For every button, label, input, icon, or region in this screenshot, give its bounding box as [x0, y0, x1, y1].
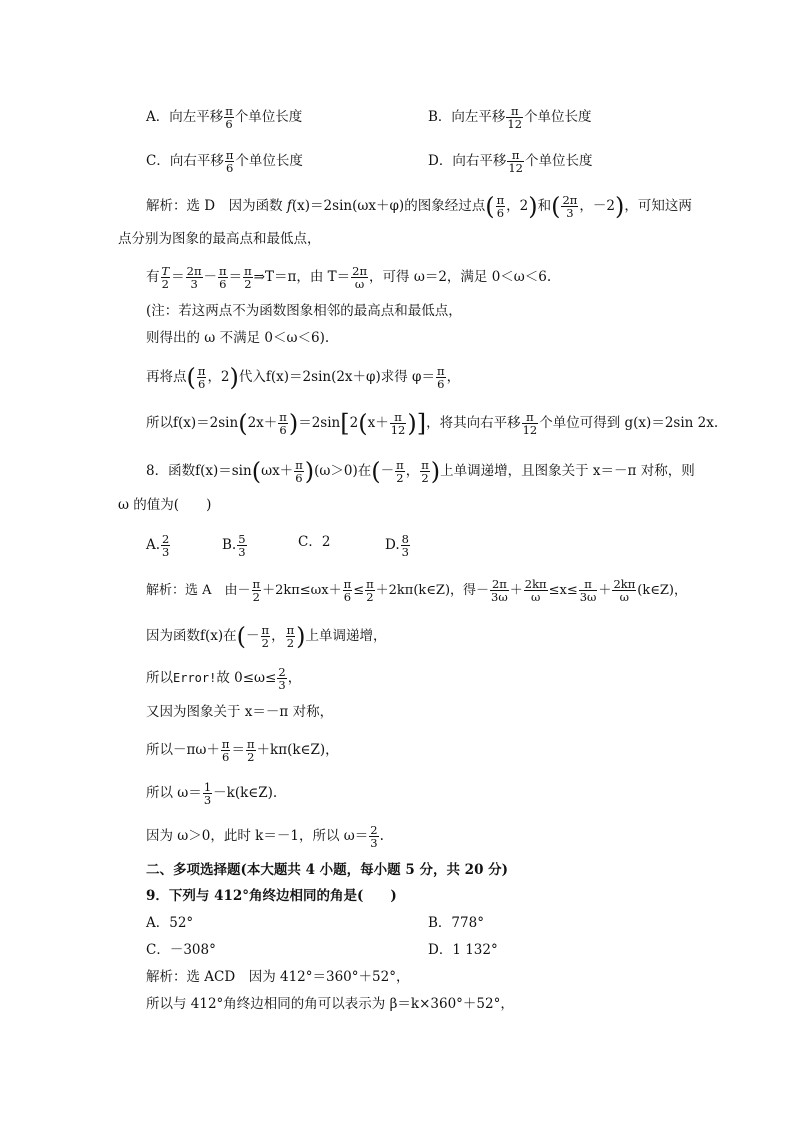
text: 所以f(x)＝2sin	[146, 415, 239, 431]
denominator: 2	[396, 471, 404, 485]
fraction	[612, 578, 636, 603]
sol8-line-5	[146, 738, 339, 763]
denominator: 6	[225, 117, 233, 131]
text: ≤	[353, 583, 365, 598]
text: 有	[146, 269, 160, 285]
numerator: π	[295, 458, 303, 472]
fraction	[507, 149, 524, 174]
fraction	[579, 578, 598, 603]
text: 故 0≤ω≤	[216, 670, 277, 686]
text: 上单调递增，	[305, 628, 387, 644]
q8-line-2: ω 的值为( )	[118, 497, 212, 513]
q9-option-a: A．52°	[146, 915, 194, 931]
text: －	[380, 463, 395, 479]
denominator: 2	[244, 277, 252, 291]
fraction	[436, 365, 446, 390]
text: ，	[446, 369, 461, 385]
fraction	[490, 578, 509, 603]
text: ＝2sin	[298, 415, 341, 431]
text: 所以 ω＝	[146, 785, 202, 801]
paren: )	[304, 457, 315, 486]
text: 2x＋	[247, 415, 278, 431]
text: ，可知这两	[624, 198, 692, 214]
q8-option-c: C．2	[298, 534, 331, 550]
paren: )	[430, 457, 441, 486]
text: ，2	[506, 198, 529, 214]
fraction	[197, 365, 207, 390]
sol9-line-2: 所以与 412°角终边相同的角可以表示为 β＝k×360°＋52°，	[146, 996, 514, 1012]
denominator: 3	[566, 206, 574, 220]
numerator: 2	[278, 665, 286, 679]
fraction	[395, 459, 405, 484]
sol8-line-4: 又因为图象关于 x＝－π 对称，	[146, 704, 334, 720]
text: ＋	[509, 583, 523, 598]
denominator: 2	[286, 636, 295, 650]
fraction	[161, 533, 170, 558]
paren: )	[288, 409, 299, 438]
option-text: 个单位长度	[235, 153, 303, 169]
q8-option-d	[385, 533, 411, 558]
paren: (	[551, 192, 561, 221]
text: 所以－πω＋	[146, 742, 220, 758]
text: (ω＞0)在	[314, 463, 372, 479]
numerator: π	[421, 458, 429, 472]
denominator: 12	[522, 423, 538, 437]
paren: (	[358, 409, 368, 438]
text: ，	[287, 670, 302, 686]
sol7-line-6	[146, 365, 460, 390]
text: D.	[385, 537, 400, 553]
denominator: 2	[366, 590, 374, 604]
text: ωx＋	[261, 463, 294, 479]
text: 2	[349, 415, 359, 431]
text: ，	[405, 463, 420, 479]
fraction	[365, 578, 375, 603]
denominator: 6	[219, 277, 227, 291]
denominator: ω	[354, 277, 365, 291]
text: ，可得 ω＝2，满足 0＜ω＜6.	[369, 269, 552, 285]
fraction	[277, 666, 286, 691]
denominator: 6	[225, 161, 234, 175]
numerator: π	[246, 737, 255, 751]
numerator: π	[579, 578, 598, 591]
paren: (	[251, 457, 262, 486]
numerator: 2π	[186, 264, 202, 278]
text: －	[203, 269, 218, 285]
paren: )	[229, 363, 239, 392]
section-heading: 二、多项选择题(本大题共 4 小题，每小题 5 分，共 20 分)	[146, 862, 509, 878]
text: 解析：选 D 因为函数	[146, 198, 287, 214]
text: 再将点	[146, 369, 187, 385]
paren: )	[614, 192, 625, 221]
denominator: ω	[619, 590, 630, 604]
fraction	[224, 105, 234, 130]
denominator: 6	[437, 377, 445, 391]
fraction	[246, 738, 256, 763]
fraction	[343, 578, 353, 603]
numerator: π	[343, 577, 352, 591]
text: x＋	[367, 415, 389, 431]
denominator: ω	[530, 590, 541, 604]
text: 上单调递增，且图象关于 x＝－π 对称，则	[440, 463, 695, 479]
numerator: 2kπ	[524, 577, 547, 591]
sol7-line-1	[146, 194, 692, 219]
sol8-line-3	[146, 666, 301, 691]
option-text: 个单位长度	[524, 109, 592, 125]
text: ＝	[171, 269, 185, 285]
fraction	[286, 624, 296, 649]
paren: )	[407, 409, 417, 438]
text: ＝	[228, 269, 243, 285]
numerator: π	[522, 411, 539, 424]
numerator: π	[396, 458, 404, 472]
fraction	[522, 411, 539, 436]
text: (x)＝2sin(ωx＋φ)的图象经过点	[291, 198, 486, 214]
denominator: 6	[295, 471, 303, 485]
text: ⇒T＝π，由 T＝	[253, 269, 351, 285]
q8-option-a	[146, 533, 171, 558]
option-text: 个单位长度	[234, 109, 303, 125]
sol7-line-7	[146, 411, 718, 436]
text: 8．函数f(x)＝sin	[146, 463, 252, 479]
text: ＋2kπ≤ωx＋	[262, 583, 342, 598]
bracket: [	[340, 409, 350, 438]
paren: )	[296, 622, 306, 651]
denominator: 6	[197, 377, 206, 391]
paren: (	[238, 409, 248, 438]
numerator: 2	[370, 823, 378, 837]
sol7-line-3	[146, 265, 551, 290]
text: －	[246, 628, 260, 644]
paren: (	[186, 363, 196, 392]
text: ＋kπ(k∈Z)，	[256, 742, 339, 758]
error-text: Error!	[173, 671, 217, 685]
fraction	[261, 624, 271, 649]
numerator: π	[225, 148, 234, 162]
text: .	[379, 828, 384, 844]
numerator: π	[197, 364, 206, 378]
denominator: 3	[162, 545, 170, 559]
fraction	[186, 265, 203, 290]
fraction	[420, 459, 430, 484]
fraction	[506, 105, 523, 130]
fraction	[243, 265, 253, 290]
q8-option-b	[222, 533, 248, 558]
paren: (	[485, 192, 495, 221]
text: 解析：选 A 由－	[146, 583, 251, 598]
fraction	[218, 265, 228, 290]
numerator: π	[219, 264, 227, 278]
numerator: π	[221, 737, 230, 751]
q7-option-a	[146, 105, 302, 130]
option-text: D．向右平移	[428, 153, 507, 169]
q9-option-b: B．778°	[428, 915, 484, 931]
fraction	[496, 194, 506, 219]
text: ，将其向右平移	[426, 415, 521, 431]
text: ＝	[231, 742, 245, 758]
paren: )	[528, 192, 538, 221]
text: 因为函数f(x)在	[146, 628, 237, 644]
text: 代入f(x)＝2sin(2x＋φ)求得 φ＝	[238, 369, 436, 385]
fraction	[161, 265, 171, 290]
numerator: π	[261, 623, 270, 637]
numerator: π	[286, 623, 295, 637]
fraction	[351, 265, 368, 290]
numerator: 2kπ	[613, 577, 636, 591]
fraction	[390, 411, 407, 436]
denominator: 3	[401, 545, 409, 559]
option-text: C．向右平移	[146, 153, 224, 169]
fraction	[401, 533, 410, 558]
sol7-line-5: 则得出的 ω 不满足 0＜ω＜6).	[146, 330, 330, 346]
sol8-line-2	[146, 624, 387, 649]
numerator: T	[161, 264, 170, 278]
denominator: 12	[390, 423, 406, 437]
denominator: 6	[279, 423, 287, 437]
numerator: 2	[162, 532, 170, 546]
numerator: 2π	[562, 193, 578, 207]
fraction	[225, 149, 235, 174]
denominator: 12	[507, 117, 523, 131]
option-text: A．向左平移	[146, 109, 224, 125]
text: (k∈Z)，	[637, 583, 687, 598]
q9-option-c: C．－308°	[146, 942, 216, 958]
numerator: 2π	[352, 264, 368, 278]
numerator: π	[437, 364, 445, 378]
q7-option-d	[428, 149, 592, 174]
denominator: 6	[343, 590, 352, 604]
denominator: 3	[370, 836, 378, 850]
fraction	[294, 459, 304, 484]
sol8-line-1	[146, 578, 687, 603]
fraction	[237, 533, 246, 558]
numerator: π	[390, 411, 407, 424]
text: ≤x≤	[548, 583, 578, 598]
numerator: 5	[238, 532, 246, 546]
numerator: 8	[401, 532, 409, 546]
text: 因为 ω＞0，此时 k＝－1，所以 ω＝	[146, 828, 369, 844]
numerator: π	[507, 149, 524, 162]
text: A.	[146, 537, 161, 553]
numerator: π	[496, 193, 505, 207]
numerator: 2π	[491, 577, 507, 591]
numerator: 1	[203, 780, 212, 794]
denominator: 6	[496, 206, 505, 220]
numerator: π	[506, 105, 523, 118]
q8-line-1	[146, 459, 695, 484]
text: 和	[537, 198, 552, 214]
q9-option-d: D．1 132°	[428, 942, 498, 958]
text: ，	[271, 628, 285, 644]
denominator: 3ω	[579, 590, 597, 604]
text: B.	[222, 537, 237, 553]
denominator: 3	[190, 277, 198, 291]
fraction	[252, 578, 262, 603]
paren: (	[236, 622, 247, 651]
sol9-line-1: 解析：选 ACD 因为 412°＝360°＋52°，	[146, 969, 410, 985]
numerator: π	[252, 577, 261, 591]
q7-option-b	[428, 105, 592, 130]
denominator: 12	[508, 161, 523, 175]
text: －k(k∈Z).	[213, 785, 278, 801]
sol7-line-2: 点分别为图象的最高点和最低点，	[118, 231, 321, 247]
fraction	[203, 781, 212, 806]
q7-option-c	[146, 149, 303, 174]
denominator: 3	[238, 545, 246, 559]
sol8-line-6	[146, 781, 277, 806]
denominator: 2	[421, 471, 429, 485]
fraction	[221, 738, 231, 763]
fraction	[561, 194, 578, 219]
denominator: 3	[203, 793, 212, 807]
paren: (	[371, 457, 381, 486]
text: ，2	[207, 369, 230, 385]
option-text: B．向左平移	[428, 109, 506, 125]
text: ，－2	[579, 198, 615, 214]
denominator: 6	[222, 750, 230, 764]
sol8-line-7	[146, 824, 384, 849]
text: f	[286, 198, 292, 214]
bracket: ]	[416, 409, 427, 438]
denominator: 2	[252, 590, 260, 604]
option-text: 个单位长度	[524, 153, 593, 169]
numerator: π	[366, 577, 374, 591]
q9-stem: 9．下列与 412°角终边相同的角是( )	[146, 888, 397, 904]
denominator: 2	[261, 636, 269, 650]
text: 所以	[146, 670, 173, 686]
fraction	[278, 411, 288, 436]
fraction	[524, 578, 548, 603]
denominator: 3ω	[491, 590, 508, 604]
numerator: π	[279, 410, 287, 424]
text: ＋	[598, 583, 612, 598]
numerator: π	[225, 104, 233, 118]
denominator: 2	[161, 277, 169, 291]
denominator: 3	[278, 678, 286, 692]
sol7-line-4: (注：若这两点不为函数图象相邻的最高点和最低点，	[146, 303, 462, 319]
text: 个单位可得到 g(x)＝2sin 2x.	[539, 415, 719, 431]
text: ＋2kπ(k∈Z)，得－	[375, 583, 490, 598]
fraction	[369, 824, 378, 849]
numerator: π	[244, 264, 252, 278]
denominator: 2	[247, 750, 255, 764]
